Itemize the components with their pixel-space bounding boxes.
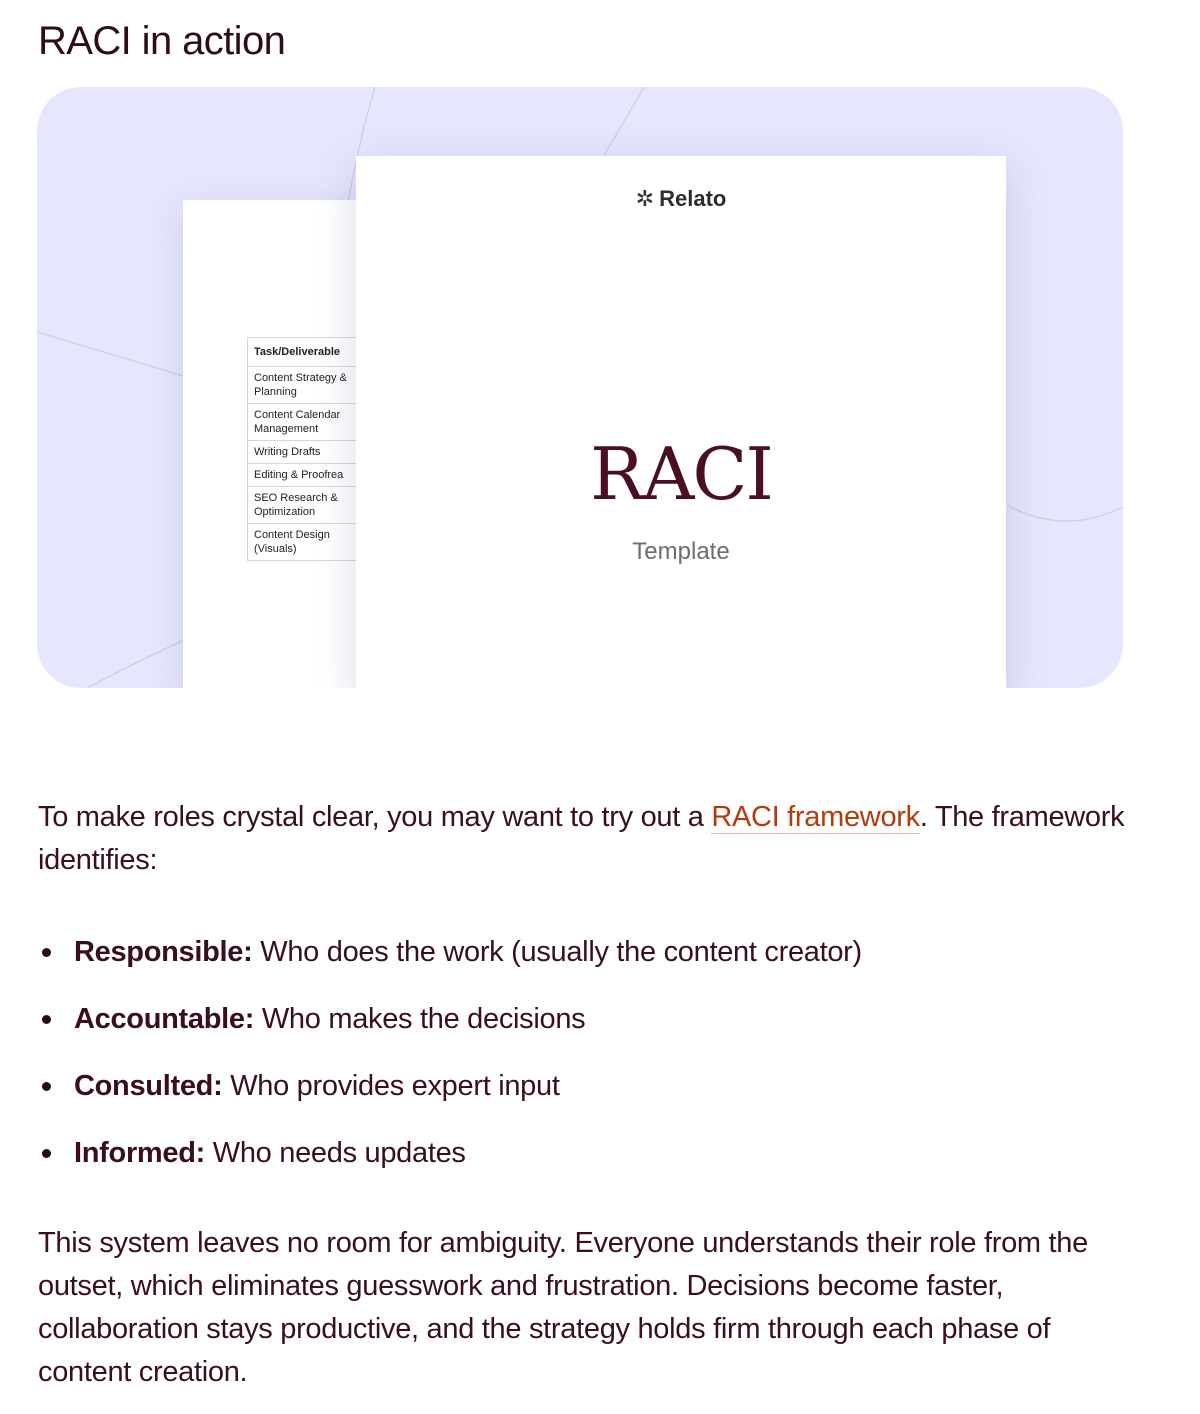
role-description: Who makes the decisions xyxy=(254,1003,586,1035)
front-document-page xyxy=(356,156,1006,688)
raci-table xyxy=(247,337,367,561)
bullet-dot-icon xyxy=(42,1149,51,1158)
role-term: Responsible: xyxy=(74,936,253,968)
closing-paragraph-block xyxy=(38,1222,1138,1394)
brand-logo xyxy=(356,186,1006,212)
list-item xyxy=(38,1064,1138,1131)
hero-image xyxy=(37,87,1123,688)
list-item xyxy=(38,997,1138,1064)
role-term: Consulted: xyxy=(74,1070,223,1102)
table-row: Content Strategy & Planning xyxy=(248,367,367,404)
role-term: Accountable: xyxy=(74,1003,255,1035)
document-title: RACI xyxy=(590,432,772,516)
table-row: Content Design (Visuals) xyxy=(248,524,367,561)
role-description: Who needs updates xyxy=(205,1137,466,1169)
closing-paragraph: This system leaves no room for ambiguity. Everyone understands their role from the outset, which eliminates guesswork and frustration. Decisions become faster, collaboration stays productive, and the strategy holds firm through each phase of content creation. xyxy=(38,1227,1088,1388)
document-subtitle: Template xyxy=(632,538,730,565)
table-row: Content Calendar Management xyxy=(248,404,367,441)
table-header: Task/Deliverable xyxy=(248,338,367,367)
intro-text-before: To make roles crystal clear, you may want to try out a xyxy=(38,801,712,833)
role-term: Informed: xyxy=(74,1137,206,1169)
bullet-dot-icon xyxy=(42,1082,51,1091)
brand-name: Relato xyxy=(659,186,727,211)
list-item xyxy=(38,1131,1138,1198)
role-description: Who does the work (usually the content creator) xyxy=(252,936,862,968)
section-heading: RACI in action xyxy=(38,19,286,63)
back-document-page xyxy=(183,200,373,688)
bullet-dot-icon xyxy=(42,1015,51,1024)
bullet-dot-icon xyxy=(42,948,51,957)
list-item xyxy=(38,930,1138,997)
intro-paragraph-block xyxy=(38,796,1138,882)
raci-role-list xyxy=(38,930,1138,1198)
sparkle-icon: ✲ xyxy=(635,186,655,211)
table-row: SEO Research & Optimization xyxy=(248,487,367,524)
table-row: Writing Drafts xyxy=(248,441,367,464)
intro-paragraph xyxy=(38,796,1138,882)
table-row: Editing & Proofrea xyxy=(248,464,367,487)
role-description: Who provides expert input xyxy=(222,1070,560,1102)
raci-framework-link[interactable]: RACI framework xyxy=(711,801,920,833)
intro-text-after: . The framework identifies: xyxy=(38,801,1125,876)
